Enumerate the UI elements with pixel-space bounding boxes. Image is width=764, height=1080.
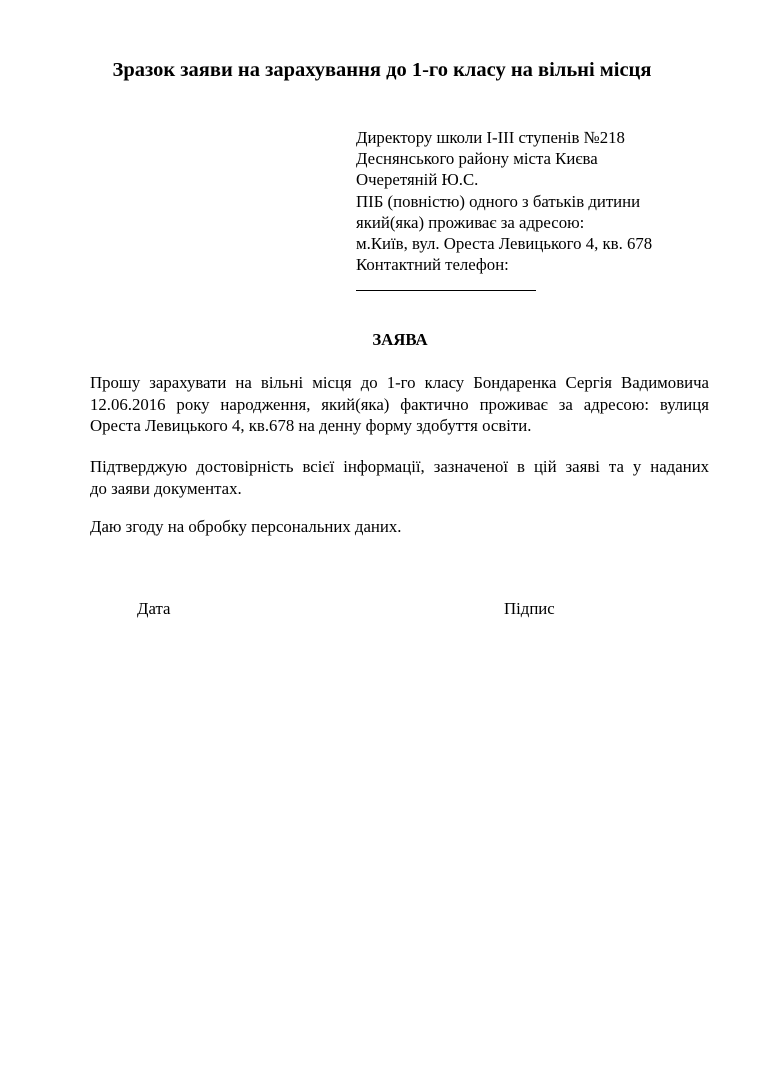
signature-label: Підпис bbox=[504, 599, 555, 618]
confirmation-paragraph bbox=[90, 456, 709, 499]
paragraph-line: Прошу зарахувати на вільні місця до 1-го класу Бондаренка Сергія Вадимовича bbox=[90, 373, 709, 392]
document-title: Зразок заяви на зарахування до 1-го класу на вільні місця bbox=[112, 59, 652, 81]
addressee-line: який(яка) проживає за адресою: bbox=[356, 212, 585, 232]
addressee-line: Контактний телефон: bbox=[356, 255, 509, 275]
paragraph-line: Ореста Левицького 4, кв.678 на денну форму здобуття освіти. bbox=[90, 416, 532, 436]
phone-underline bbox=[356, 290, 536, 291]
paragraph-line: Підтверджую достовірність всієї інформації, зазначеної в цій заяві та у наданих bbox=[90, 457, 709, 476]
addressee-line: ПІБ (повністю) одного з батьків дитини bbox=[356, 191, 641, 211]
addressee-line: м.Київ, вул. Ореста Левицького 4, кв. 678 bbox=[356, 234, 653, 254]
addressee-line: Директору школи І-ІІІ ступенів №218 bbox=[356, 128, 625, 147]
paragraph-line: Даю згоду на обробку персональних даних. bbox=[90, 517, 402, 536]
consent-paragraph bbox=[90, 516, 709, 538]
paragraph-line: до заяви документах. bbox=[90, 478, 242, 498]
addressee-line: Очеретяній Ю.С. bbox=[356, 170, 479, 190]
application-heading: ЗАЯВА bbox=[372, 330, 428, 349]
date-label: Дата bbox=[137, 599, 171, 618]
addressee-block bbox=[356, 127, 756, 275]
addressee-line: Деснянського району міста Києва bbox=[356, 149, 598, 169]
request-paragraph bbox=[90, 372, 709, 437]
paragraph-line: 12.06.2016 року народження, який(яка) фактично проживає за адресою: вулиця bbox=[90, 394, 709, 414]
